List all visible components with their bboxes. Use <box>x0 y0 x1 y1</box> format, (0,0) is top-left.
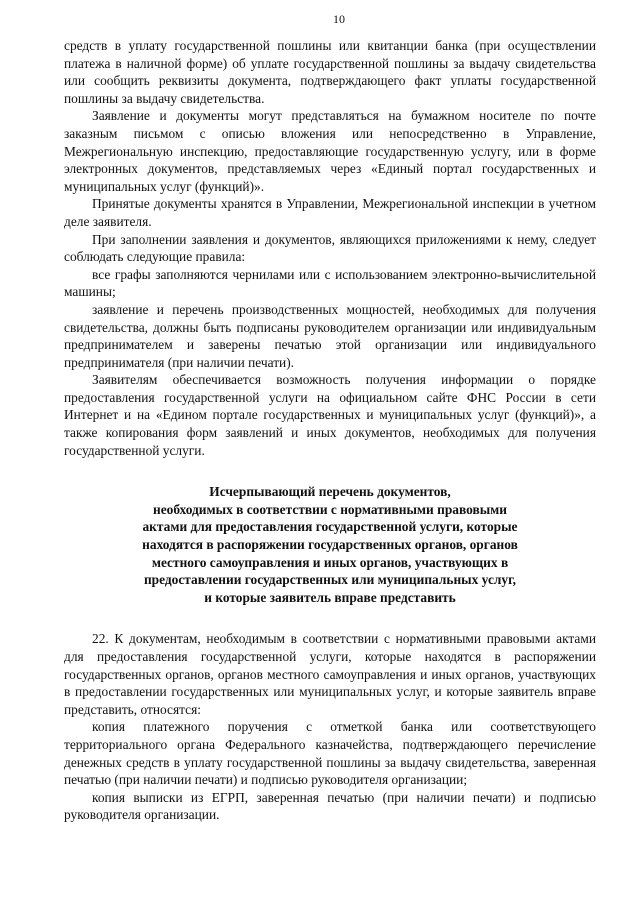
paragraph: Принятые документы хранятся в Управлении, Межрегиональной инспекции в учетном деле заявителя. <box>64 196 596 229</box>
paragraph: копия платежного поручения с отметкой банка или соответствующего территориального органа Федерального казначейства, подтверждающего перечисление денежных средств в уплату государственной пошлины за выдачу свидетельства, заверенная печатью (при наличии печати) и подписью руководителя организации; <box>64 719 596 788</box>
body-text-top <box>64 37 596 459</box>
heading-line: Исчерпывающий перечень документов, <box>209 484 451 500</box>
heading-line: находятся в распоряжении государственных органов, органов <box>142 537 518 553</box>
body-text-bottom <box>64 630 596 824</box>
heading-line: местного самоуправления и иных органов, участвующих в <box>151 554 509 570</box>
paragraph: Заявление и документы могут представляться на бумажном носителе по почте заказным письмом с описью вложения или непосредственно в Управление, Межрегиональную инспекцию, предоставляющие государственную услугу, или в форме электронных документов, представляемых через «Единый портал государственных и муниципальных услуг (функций)». <box>64 108 596 194</box>
heading-line: актами для предоставления государственной услуги, которые <box>142 519 518 535</box>
paragraph: средств в уплату государственной пошлины или квитанции банка (при осуществлении платежа в наличной форме) об уплате государственной пошлины за выдачу свидетельства или сообщить реквизиты документа, подтверждающего факт уплаты государственной пошлины за выдачу свидетельства. <box>64 38 596 106</box>
paragraph: 22. К документам, необходимым в соответствии с нормативными правовыми актами для предоставления государственной услуги, которые находятся в распоряжении государственных органов, органов местного самоуправления и иных органов, участвующих в предоставлении государственных или муниципальных услуг, и которые заявитель вправе представить, относятся: <box>64 631 596 717</box>
paragraph: все графы заполняются чернилами или с использованием электронно-вычислительной машины; <box>64 266 596 300</box>
page-number: 10 <box>333 12 345 26</box>
heading-line: необходимых в соответствии с нормативными правовыми <box>153 501 507 517</box>
heading-line: предоставлении государственных или муниципальных услуг, <box>143 572 517 588</box>
section-heading <box>64 483 596 606</box>
paragraph: Заявителям обеспечивается возможность получения информации о порядке предоставления государственной услуги на официальном сайте ФНС России в сети Интернет и на «Едином портале государственных и муниципальных услуг (функций)», а также копирования форм заявлений и иных документов, необходимых для получения государственной услуги. <box>64 372 596 458</box>
paragraph: заявление и перечень производственных мощностей, необходимых для получения свидетельства, должны быть подписаны руководителем организации или индивидуальным предпринимателем и заверены печатью этой организации или индивидуального предпринимателя (при наличии печати). <box>64 301 596 370</box>
paragraph: При заполнении заявления и документов, являющихся приложениями к нему, следует соблюдать следующие правила: <box>64 231 596 265</box>
heading-line: и которые заявитель вправе представить <box>204 589 456 605</box>
paragraph: копия выписки из ЕГРП, заверенная печатью (при наличии печати) и подписью руководителя организации. <box>64 789 596 823</box>
